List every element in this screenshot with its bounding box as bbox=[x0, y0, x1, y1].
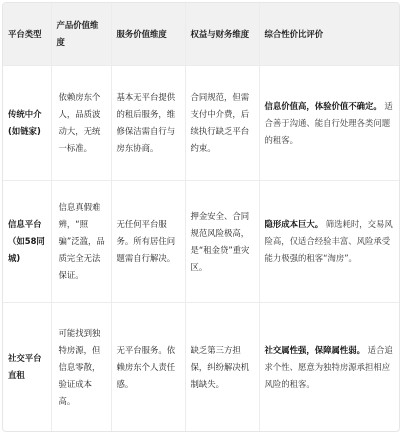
header-product-value: 产品价值维度 bbox=[51, 3, 111, 66]
service-value-cell: 无平台服务。依赖房东个人责任感。 bbox=[111, 303, 185, 432]
product-value-cell: 可能找到独特房源，但信息零散，验证成本高。 bbox=[51, 303, 111, 432]
table-row bbox=[3, 181, 400, 303]
rights-finance-cell: 押金安全、合同规范风险极高，是“租金贷”重灾区。 bbox=[185, 181, 259, 303]
table-header-row bbox=[3, 3, 400, 66]
evaluation-highlight: 社交属性强，保障属性弱。 bbox=[264, 344, 365, 355]
header-platform-type: 平台类型 bbox=[3, 3, 51, 66]
rights-finance-cell: 合同规范，但需支付中介费，后续执行缺乏平台约束。 bbox=[185, 66, 259, 181]
platform-type-cell: 传统中介(如链家) bbox=[3, 66, 51, 181]
table-row bbox=[3, 303, 400, 432]
header-service-value: 服务价值维度 bbox=[111, 3, 185, 66]
evaluation-text: 适合善于沟通、能自行处理各类问题的租客。 bbox=[264, 100, 393, 145]
evaluation-text: 筛选耗时，交易风险高，仅适合经验丰富、风险承受能力极强的租客“淘房”。 bbox=[264, 219, 393, 263]
product-value-cell: 依赖房东个人，品质波动大，无统一标准。 bbox=[51, 66, 111, 181]
comparison-table-card bbox=[2, 2, 400, 432]
overall-evaluation-cell bbox=[259, 303, 400, 432]
product-value-cell: 信息真假难辨，“照骗”泛滥，品质完全无法保证。 bbox=[51, 181, 111, 303]
table-row bbox=[3, 66, 400, 181]
evaluation-highlight: 信息价值高，体验价值不确定。 bbox=[264, 100, 382, 111]
platform-type-cell: 信息平台（如58同城) bbox=[3, 181, 51, 303]
overall-evaluation-cell bbox=[259, 66, 400, 181]
service-value-cell: 无任何平台服务。所有居住问题需自行解决。 bbox=[111, 181, 185, 303]
rights-finance-cell: 缺乏第三方担保，纠纷解决机制缺失。 bbox=[185, 303, 259, 432]
evaluation-highlight: 隐形成本巨大。 bbox=[264, 219, 324, 229]
service-value-cell: 基本无平台提供的租后服务，维修保洁需自行与房东协商。 bbox=[111, 66, 185, 181]
overall-evaluation-cell bbox=[259, 181, 400, 303]
platform-comparison-table bbox=[3, 3, 400, 432]
header-overall-evaluation: 综合性价比评价 bbox=[259, 3, 400, 66]
header-rights-finance: 权益与财务维度 bbox=[185, 3, 259, 66]
platform-type-cell: 社交平台直租 bbox=[3, 303, 51, 432]
evaluation-text: 适合追求个性、愿意为独特房源承担相应风险的租客。 bbox=[264, 344, 393, 389]
